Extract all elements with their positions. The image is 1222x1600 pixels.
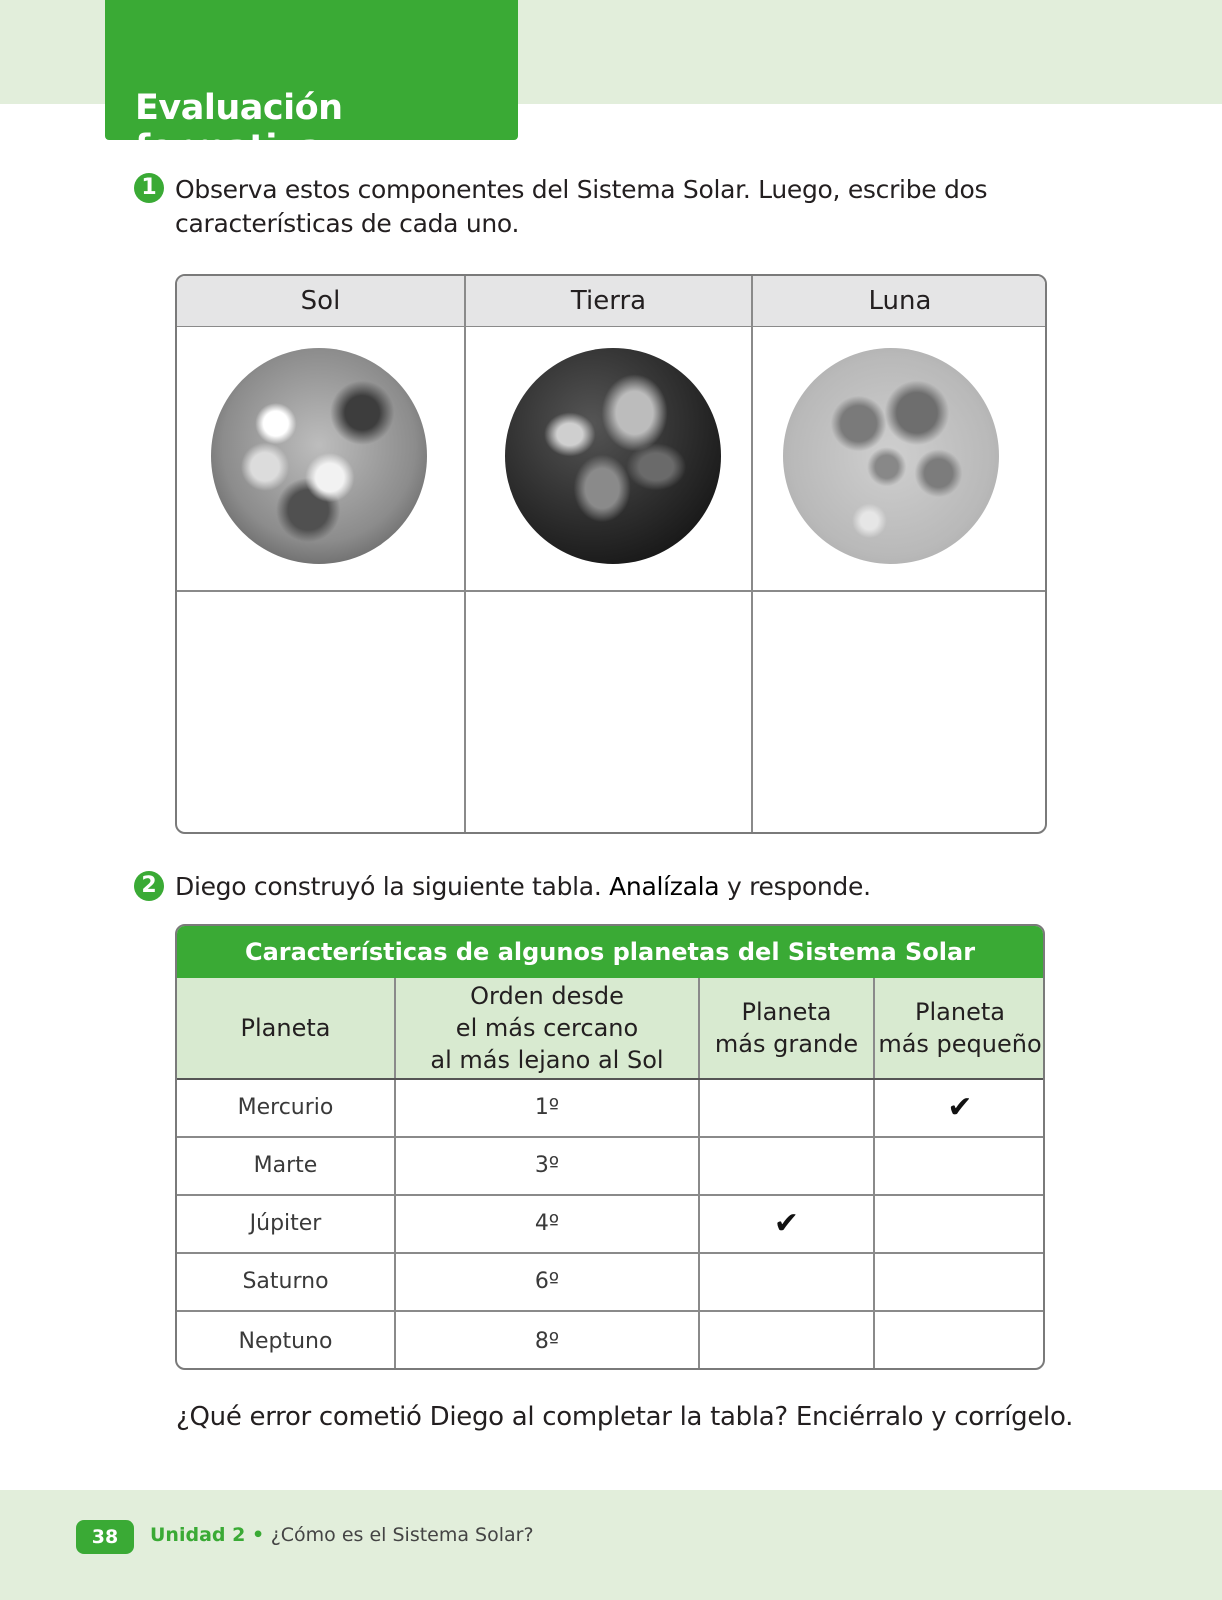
page-number: 38: [76, 1520, 134, 1554]
footer-subtitle: ¿Cómo es el Sistema Solar?: [270, 1524, 534, 1546]
planets-table: [175, 924, 1045, 1370]
question-1-text: [175, 173, 987, 241]
table-cell-largest[interactable]: ✔: [773, 1205, 800, 1241]
question-2-keyword: Analízala: [609, 872, 720, 901]
follow-up-question: ¿Qué error cometió Diego al completar la tabla? Enciérralo y corrígelo.: [176, 1402, 1074, 1432]
column-luna: Luna: [868, 286, 932, 316]
answer-cell-tierra[interactable]: [466, 592, 751, 832]
table-cell-order: 4º: [534, 1210, 560, 1236]
header-mas-grande-label: Planeta más grande: [714, 998, 859, 1058]
table-cell-order: 6º: [534, 1268, 560, 1294]
moon-image: [783, 348, 999, 564]
question-2-text: [175, 870, 871, 904]
header-mas-pequeno: [875, 978, 1045, 1078]
header-orden: [396, 978, 698, 1078]
table-cell-planet: Júpiter: [249, 1210, 322, 1236]
sun-image: [211, 348, 427, 564]
question-2-text-start: Diego construyó la siguiente tabla.: [175, 872, 610, 901]
header-orden-label: Orden desde el más cercano al más lejano al Sol: [430, 982, 664, 1074]
header-planeta-label: Planeta: [240, 1014, 331, 1042]
table-cell-planet: Mercurio: [237, 1094, 334, 1120]
footer-separator: •: [245, 1524, 271, 1546]
question-2-number: 2: [134, 871, 164, 901]
header-mas-pequeno-label: Planeta más pequeño: [878, 998, 1042, 1058]
table-cell-smallest[interactable]: [875, 1252, 1045, 1310]
column-tierra: Tierra: [570, 286, 647, 316]
table-cell-smallest[interactable]: ✔: [947, 1089, 973, 1125]
page-title: Evaluación formativa: [135, 88, 343, 168]
components-table: [175, 274, 1047, 834]
table-cell-smallest[interactable]: [875, 1194, 1045, 1252]
earth-image: [505, 348, 721, 564]
question-1-line-2: características de cada uno.: [175, 209, 520, 238]
question-2-text-end: y responde.: [719, 872, 871, 901]
header-mas-grande: [700, 978, 873, 1078]
table-cell-largest[interactable]: [700, 1252, 873, 1310]
question-1-number: 1: [134, 173, 164, 203]
planets-table-title: Características de algunos planetas del Sistema Solar: [177, 926, 1043, 978]
table-cell-largest[interactable]: [700, 1312, 873, 1370]
table-cell-order: 1º: [534, 1094, 560, 1120]
question-1-line-1: Observa estos componentes del Sistema Solar. Luego, escribe dos: [175, 175, 988, 204]
table-cell-largest[interactable]: [700, 1078, 873, 1136]
table-cell-largest[interactable]: [700, 1136, 873, 1194]
title-banner: [105, 0, 518, 168]
table-cell-order: 8º: [534, 1328, 560, 1354]
table-cell-planet: Neptuno: [238, 1328, 333, 1354]
answer-cell-sol[interactable]: [177, 592, 464, 832]
table-cell-smallest[interactable]: [875, 1312, 1045, 1370]
answer-cell-luna[interactable]: [753, 592, 1045, 832]
table-cell-smallest[interactable]: [875, 1136, 1045, 1194]
table-cell-planet: Saturno: [242, 1268, 329, 1294]
header-planeta: [177, 978, 394, 1078]
footer-unit: Unidad 2: [150, 1524, 246, 1546]
table-cell-planet: Marte: [253, 1152, 318, 1178]
table-cell-order: 3º: [534, 1152, 560, 1178]
footer-unit-title: [150, 1524, 534, 1546]
column-sol: Sol: [300, 286, 341, 316]
